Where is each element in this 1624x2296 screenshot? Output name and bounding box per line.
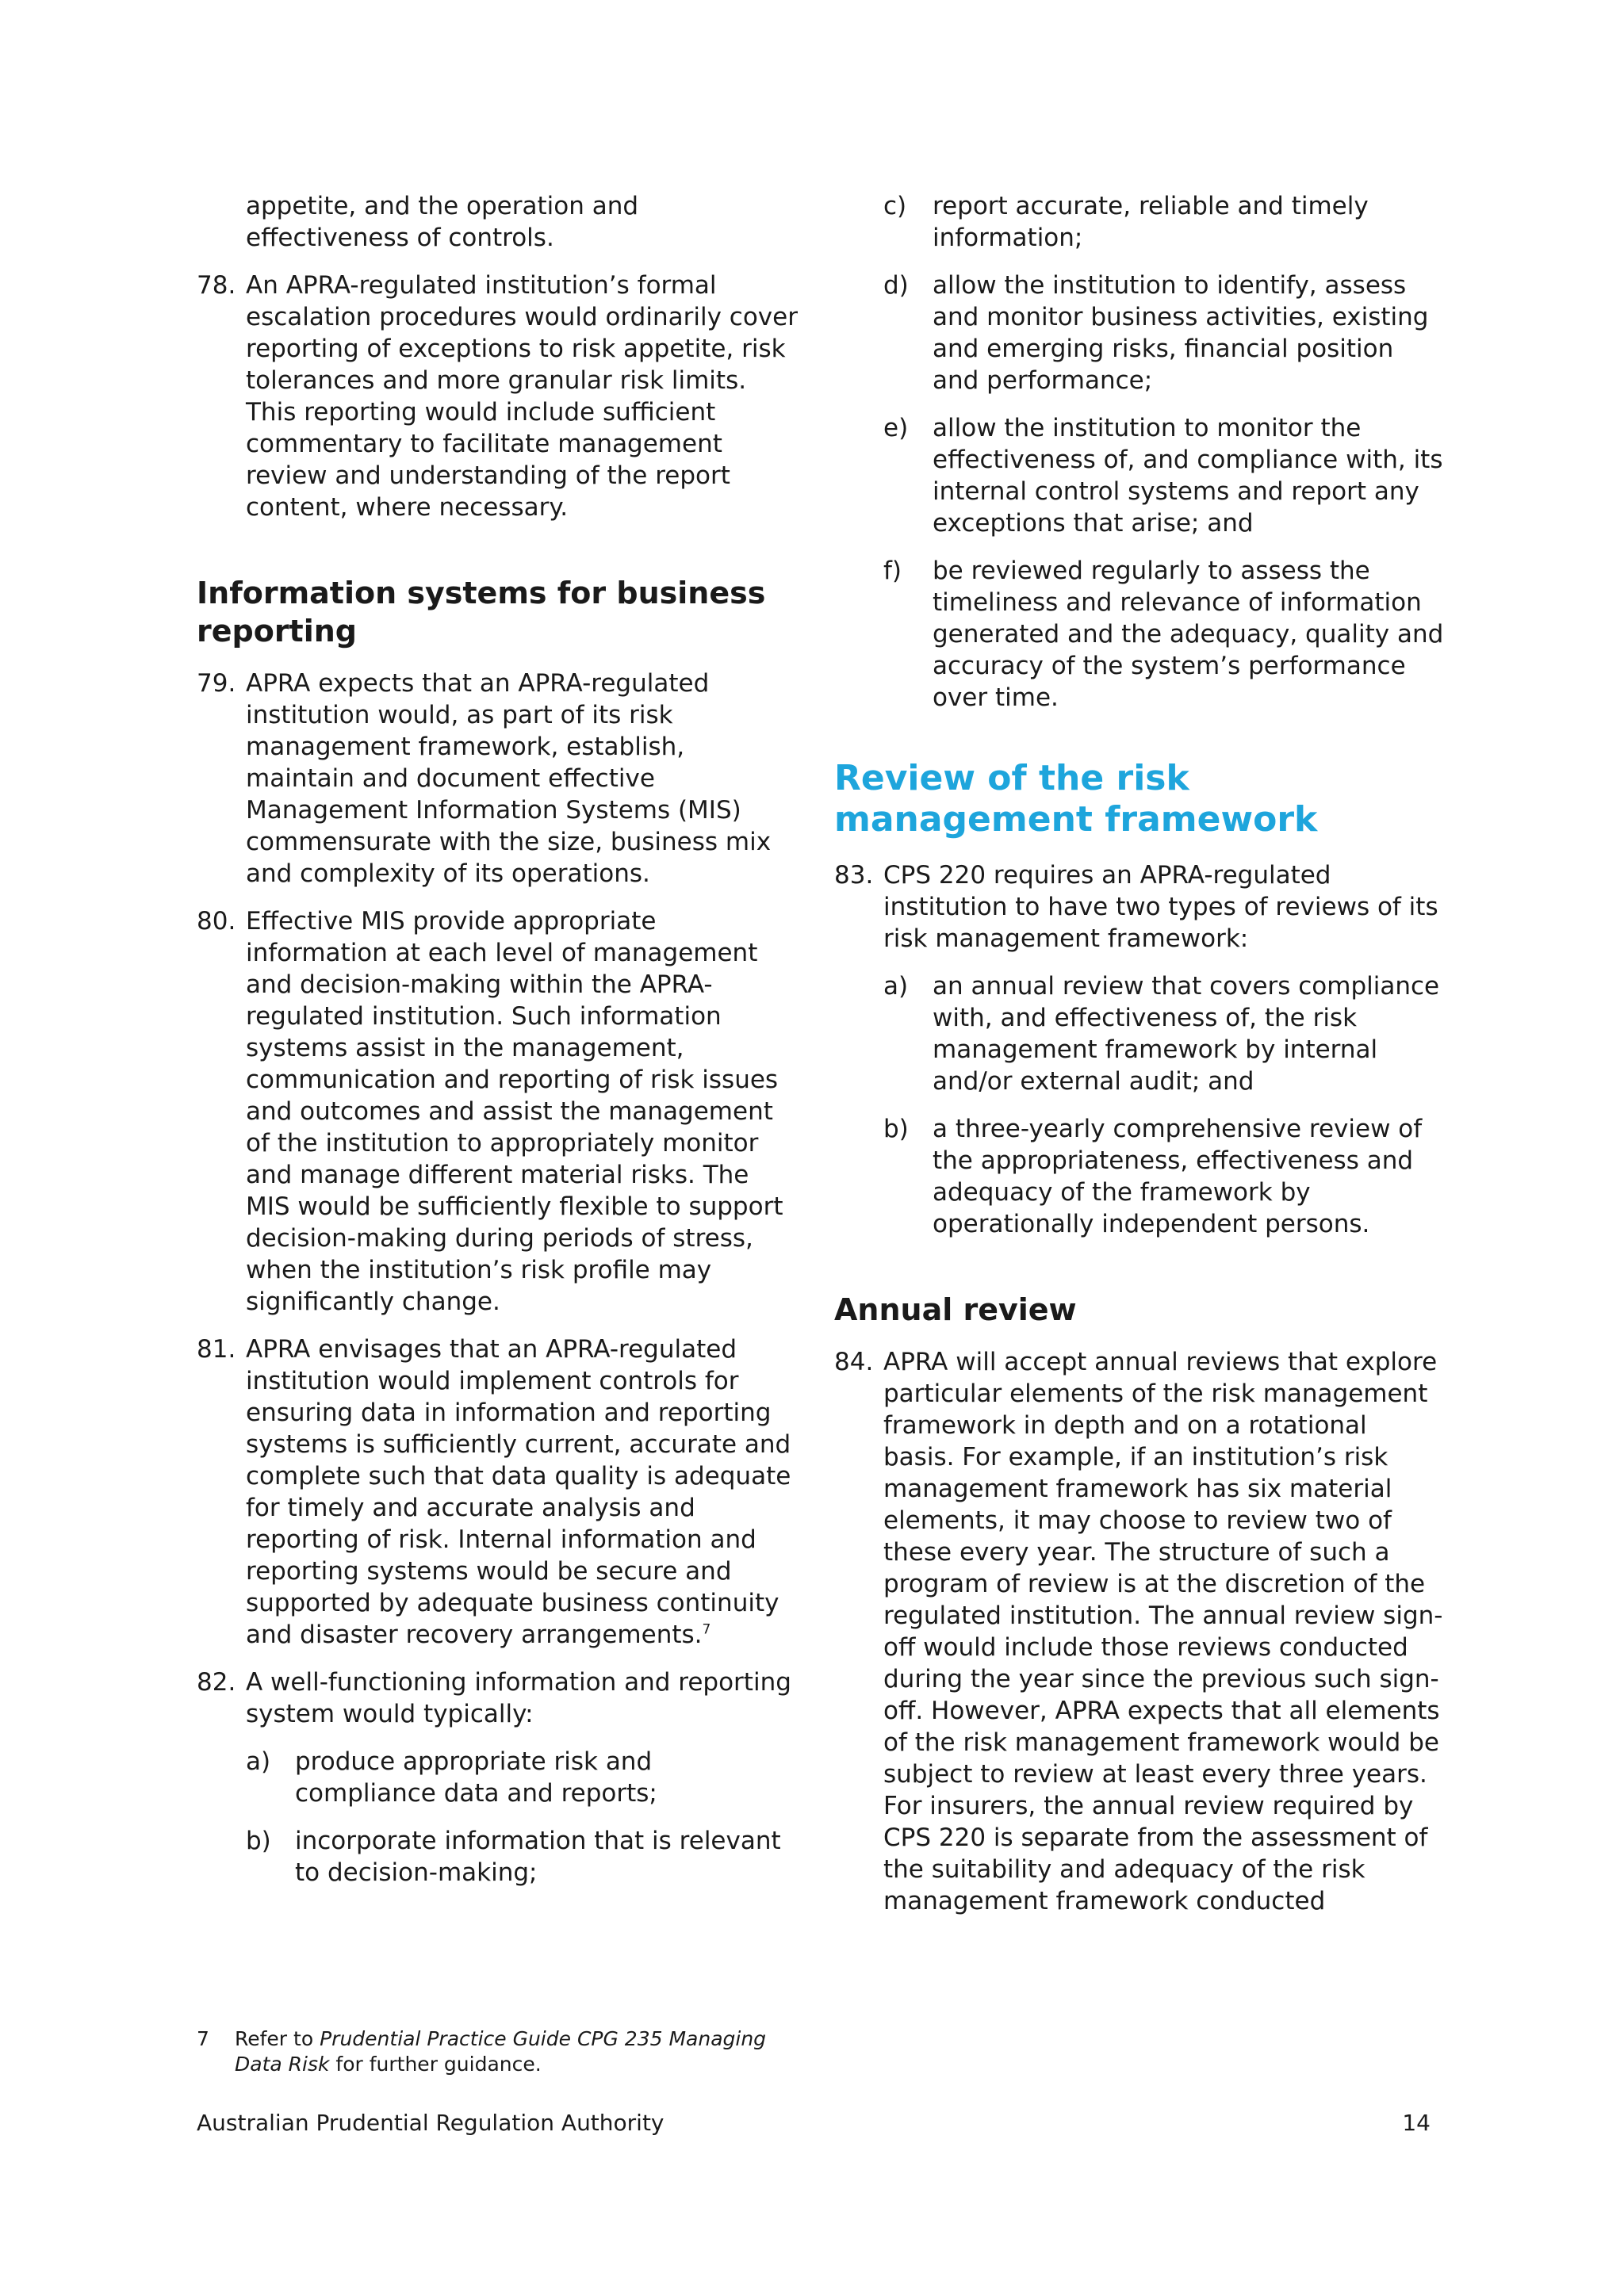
footer-organisation: Australian Prudential Regulation Authority	[197, 2110, 665, 2136]
list-item	[883, 555, 1445, 714]
paragraph-81	[197, 1334, 799, 1651]
paragraph-text: CPS 220 requires an APRA-regulated institution to have two types of reviews of its risk management framework:	[883, 861, 1438, 953]
page-footer	[197, 2109, 1431, 2137]
paragraph-79	[197, 668, 799, 890]
paragraph-83-list	[834, 970, 1445, 1240]
paragraph-text: An APRA-regulated institution’s formal escalation procedures would ordinarily cover reporting of exceptions to risk appetite, risk tolerances and more granular risk limits. This reporting would include sufficient commentary to facilitate management review and understanding of the report content, where necessary.	[246, 271, 798, 522]
paragraph-82-list-continued	[834, 190, 1445, 714]
heading-annual-review: Annual review	[834, 1292, 1077, 1327]
paragraph-82-list	[197, 1746, 799, 1888]
paragraph-84	[834, 1346, 1445, 1917]
paragraph-number: 81.	[197, 1335, 236, 1364]
list-letter: c)	[883, 192, 907, 220]
paragraph-82	[197, 1667, 799, 1730]
list-letter: b)	[883, 1115, 909, 1143]
paragraph-number: 84.	[834, 1348, 874, 1376]
paragraph-83	[834, 859, 1445, 955]
list-letter: a)	[883, 972, 909, 1001]
footnote	[197, 2026, 799, 2077]
paragraph-number: 83.	[834, 861, 874, 890]
list-text: allow the institution to monitor the effectiveness of, and compliance with, its internal control systems and report any exceptions that arise; and	[933, 414, 1443, 538]
list-letter: e)	[883, 414, 909, 442]
paragraph-number: 80.	[197, 907, 236, 936]
list-text: report accurate, reliable and timely information;	[933, 192, 1369, 252]
footnote-text	[197, 2026, 799, 2077]
list-item	[883, 190, 1445, 254]
heading-information-systems: Information systems for business reporting	[197, 576, 766, 649]
paragraph-text: A well-functioning information and reporting system would typically:	[246, 1668, 791, 1728]
footnote-suffix: for further guidance.	[329, 2053, 542, 2076]
paragraph-number: 82.	[197, 1668, 236, 1697]
list-text: produce appropriate risk and compliance data and reports;	[295, 1747, 657, 1808]
paragraph-text: Effective MIS provide appropriate information at each level of management and decision-making within the APRA-regulated institution. Such information systems assist in the management, communication and reporting of risk issues and outcomes and assist the management of the institution to appropriately monitor and manage different material risks. The MIS would be sufficiently flexible to support decision-making during periods of stress, when the institution’s risk profile may significantly change.	[246, 907, 783, 1316]
paragraph-80	[197, 905, 799, 1318]
paragraph-number: 79.	[197, 669, 236, 698]
footnote-number: 7	[197, 2027, 209, 2050]
list-item	[883, 270, 1445, 396]
right-column	[834, 190, 1445, 1933]
paragraph-77-continued: appetite, and the operation and effectiveness of controls.	[246, 192, 639, 252]
list-text: incorporate information that is relevant to decision-making;	[295, 1827, 781, 1887]
paragraph-78	[197, 270, 799, 523]
list-letter: b)	[246, 1827, 271, 1855]
paragraph-number: 78.	[197, 271, 236, 300]
footnote-reference[interactable]: 7	[702, 1621, 711, 1638]
list-text: allow the institution to identify, assess and monitor business activities, existing and emerging risks, financial position and performance;	[933, 271, 1429, 395]
list-item	[883, 970, 1445, 1097]
footnote-document-title: Prudential Practice Guide CPG 235 Managing Data Risk	[235, 2027, 767, 2076]
paragraph-text: APRA envisages that an APRA-regulated institution would implement controls for ensuring data in information and reporting systems is sufficiently current, accurate and complete such that data quality is adequate for timely and accurate analysis and reporting of risk. Internal information and reporting systems would be secure and supported by adequate business continuity and disaster recovery arrangements.	[246, 1335, 791, 1649]
footnote-prefix: Refer to	[235, 2027, 320, 2050]
list-letter: a)	[246, 1747, 271, 1776]
paragraph-text: APRA expects that an APRA-regulated institution would, as part of its risk management framework, establish, maintain and document effective Management Information Systems (MIS) commensurate with the size, business mix and complexity of its operations.	[246, 669, 772, 888]
list-item	[883, 1113, 1445, 1240]
heading-review-framework: Review of the risk management framework	[834, 758, 1318, 840]
list-text: be reviewed regularly to assess the timeliness and relevance of information generated and the adequacy, quality and accuracy of the system’s performance over time.	[933, 557, 1444, 712]
list-item	[883, 412, 1445, 539]
list-item	[246, 1746, 799, 1809]
list-letter: f)	[883, 557, 902, 585]
list-text: a three-yearly comprehensive review of the appropriateness, effectiveness and adequacy of the framework by operationally independent persons.	[933, 1115, 1423, 1238]
list-item	[246, 1825, 799, 1888]
list-letter: d)	[883, 271, 909, 300]
paragraph-text: APRA will accept annual reviews that explore particular elements of the risk management framework in depth and on a rotational basis. For example, if an institution’s risk management framework has six material elements, it may choose to review two of these every year. The structure of such a program of review is at the discretion of the regulated institution. The annual review sign-off would include those reviews conducted during the year since the previous such sign-off. However, APRA expects that all elements of the risk management framework would be subject to review at least every three years. For insurers, the annual review required by CPS 220 is separate from the assessment of the suitability and adequacy of the risk management framework conducted	[883, 1348, 1443, 1915]
page-number: 14	[1402, 2110, 1431, 2136]
list-text: an annual review that covers compliance with, and effectiveness of, the risk management framework by internal and/or external audit; and	[933, 972, 1440, 1096]
left-column	[197, 190, 799, 1904]
